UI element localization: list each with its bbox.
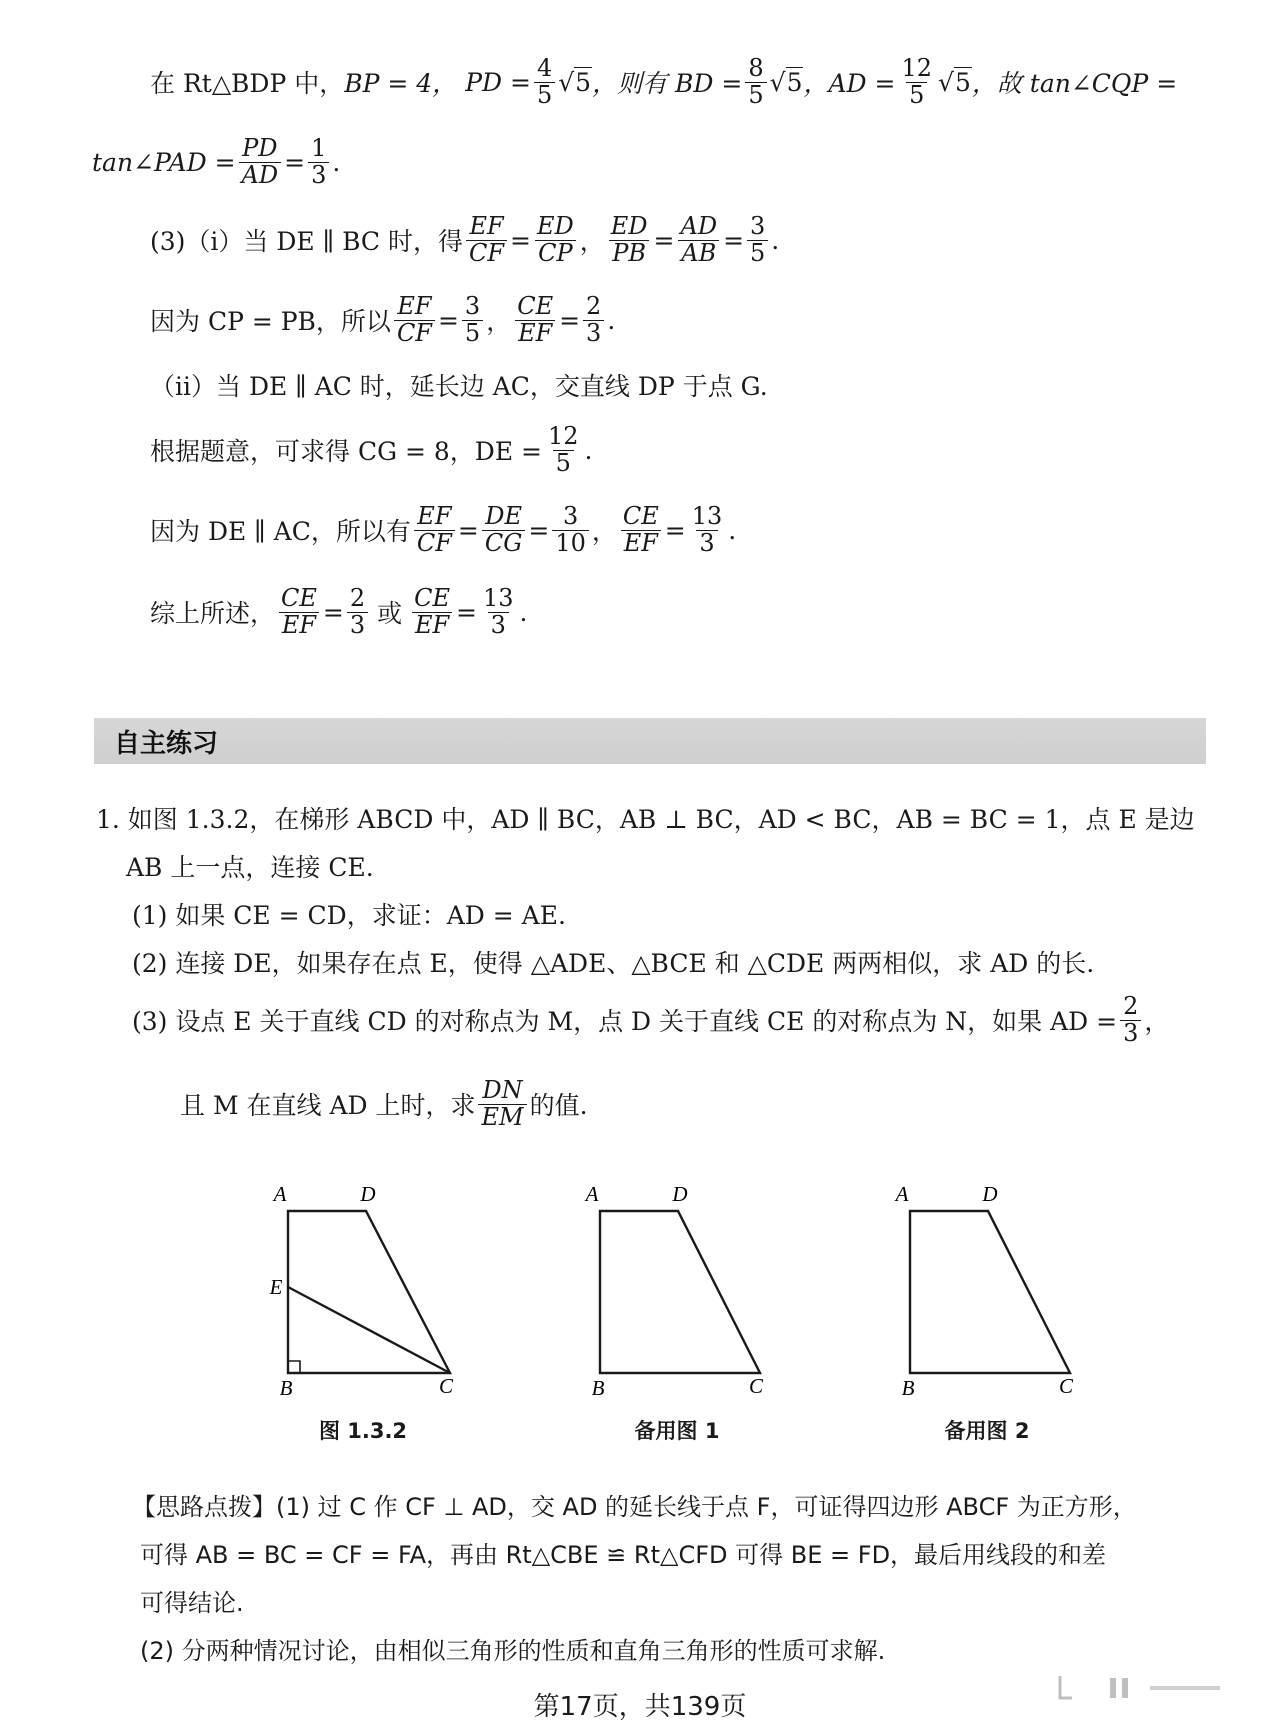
label-d: D [360,1182,376,1206]
section-header [94,718,1206,764]
text: (1) 如果 CE = CD，求证：AD = AE. [132,901,566,930]
text: ， [591,517,617,546]
text: ，AD = [803,69,896,98]
text: 可得结论. [140,1588,244,1617]
fraction: $\frac{AD}{AB}$ [677,214,720,265]
text: = [437,305,459,335]
text: = [510,225,531,255]
text: (3)（ⅰ）当 DE ∥ BC 时，得 [150,227,464,256]
text: = [653,225,675,255]
text: 因为 CP = PB，所以 [150,307,391,336]
text: = [456,597,477,627]
fraction: $\frac{12}{5}$ [901,54,933,109]
solution-line-1 [150,52,1177,112]
text: 根据题意，可求得 CG = 8，DE = [150,437,542,466]
text: (3) 设点 E 关于直线 CD 的对称点为 M，点 D 关于直线 CE 的对称点为 N，如果 AD = [132,1007,1118,1036]
problem-part-3-cont [180,1074,588,1134]
label-c: C [438,1374,454,1395]
fraction: $\frac{8}{5}$ [745,56,766,107]
problem-part-1 [132,894,566,934]
fraction: $\frac{DE}{CG}$ [482,504,526,555]
figure-caption: 图 1.3.2 [318,1419,408,1443]
figure-1-3-2 [250,1175,480,1395]
text: 可得 AB = BC = CF = FA，再由 Rt△CBE ≌ Rt△CFD 可得 BE = FD，最后用线段的和差 [140,1540,1107,1569]
label-a: A [585,1182,599,1206]
problem-part-3 [132,990,1169,1050]
solution-line-3 [150,210,779,270]
text: = [723,225,745,255]
solution-line-8 [150,582,528,642]
hint-line-3 [140,1580,244,1620]
fraction: $\frac{CE}{EF}$ [278,586,320,637]
fraction: $\frac{EF}{CF}$ [466,214,507,265]
text: 【思路点拨】(1) 过 C 作 CF ⊥ AD，交 AD 的延长线于点 F，可证得四边形 ABCF 为正方形， [132,1492,1137,1521]
label-b: B [591,1376,605,1395]
text: = [322,597,344,627]
hint-line-2 [140,1532,1106,1572]
text: = [284,147,306,177]
text: ， [579,227,605,256]
text: tan∠PAD = [92,147,236,177]
text: 在 Rt△BDP 中， [150,69,345,98]
solution-line-4 [150,290,615,350]
fraction: $\frac{EF}{CF}$ [414,504,455,555]
fraction: $\frac{EF}{CF}$ [394,294,435,345]
label-e: E [269,1275,283,1299]
watermark-logo [1050,1668,1240,1708]
fraction: $\frac{3}{5}$ [747,214,768,265]
hint-line-4 [140,1628,885,1668]
segment-ce [288,1287,450,1373]
text: = [559,305,581,335]
text: AB 上一点，连接 CE. [126,853,374,882]
fraction: $\frac{ED}{CP}$ [536,212,574,267]
fraction: $\frac{CE}{EF}$ [620,504,662,555]
text: = [664,515,686,545]
sqrt: √5 [558,67,592,97]
fraction: $\frac{2}{3}$ [583,294,604,345]
fraction: $\frac{3}{5}$ [462,294,483,345]
fraction: $\frac{13}{3}$ [691,502,723,557]
right-angle-mark [288,1361,300,1373]
text: = [528,515,550,545]
fraction: $\frac{12}{5}$ [547,422,579,477]
sqrt: √5 [938,67,971,97]
spare-figure-2 [870,1175,1100,1395]
fraction: $\frac{CE}{EF}$ [411,586,453,637]
text: 的值. [529,1091,588,1120]
text: BP = 4， [344,69,458,98]
text: . [332,147,341,177]
solution-line-7 [150,500,736,560]
solution-line-6 [150,420,592,480]
text: ，故 tan∠CQP = [971,69,1178,98]
text: . [584,435,593,465]
text: 1. 如图 1.3.2，在梯形 ABCD 中，AD ∥ BC，AB ⊥ BC，AD < BC，AB = BC = 1，点 E 是边 [96,805,1195,834]
section-title: 自主练习 [114,728,219,759]
text: (2) 分两种情况讨论，由相似三角形的性质和直角三角形的性质可求解. [140,1636,886,1665]
label-a: A [895,1182,909,1206]
fraction: $\frac{CE}{EF}$ [514,294,556,345]
fraction: $\frac{4}{5}$ [534,56,555,107]
text: (2) 连接 DE，如果存在点 E，使得 △ADE、△BCE 和 △CDE 两两相似，求 AD 的长. [132,949,1095,978]
fraction: $\frac{ED}{PB}$ [610,212,648,267]
trapezoid-abcd [600,1211,760,1373]
solution-line-2 [92,132,340,192]
label-c: C [748,1374,764,1395]
text: = [457,515,479,545]
text: （ⅱ）当 DE ∥ AC 时，延长边 AC，交直线 DP 于点 G. [150,372,768,401]
text: 或 [377,599,403,628]
label-d: D [672,1182,688,1206]
spare-figure-1 [560,1175,790,1395]
fraction: $\frac{PD}{AD}$ [239,136,282,187]
fraction: $\frac{2}{3}$ [1120,994,1141,1045]
text: PD = [465,67,531,97]
figure-caption: 备用图 1 [634,1419,720,1443]
text: . [771,225,780,255]
problem-line-1 [96,798,1195,838]
hint-line-1 [132,1484,1137,1524]
problem-part-2 [132,942,1094,982]
text: 且 M 在直线 AD 上时，求 [180,1091,476,1120]
page-number: 第17页，共139页 [533,1692,747,1722]
label-c: C [1058,1374,1074,1395]
sqrt: √5 [769,67,803,97]
label-b: B [901,1376,915,1395]
text: ，则有 BD = [592,69,743,98]
label-d: D [982,1182,998,1206]
trapezoid-abcd [910,1211,1070,1373]
text: 因为 DE ∥ AC，所以有 [150,517,411,546]
fraction: $\frac{1}{3}$ [308,136,329,187]
problem-line-2 [126,846,374,886]
trapezoid-abcd [288,1211,450,1373]
fraction: $\frac{13}{3}$ [483,584,514,639]
fraction: $\frac{DN}{EM}$ [478,1078,526,1129]
text: . [728,515,737,545]
figure-caption: 备用图 2 [944,1419,1030,1443]
label-a: A [273,1182,287,1206]
fraction: $\frac{2}{3}$ [347,586,368,637]
text: . [607,305,616,335]
text: ， [1144,1007,1170,1036]
solution-line-5 [150,365,768,405]
label-b: B [279,1376,293,1395]
text: ， [486,307,512,336]
fraction: $\frac{3}{10}$ [552,504,589,555]
text: 综上所述， [150,599,276,628]
text: . [519,597,528,627]
